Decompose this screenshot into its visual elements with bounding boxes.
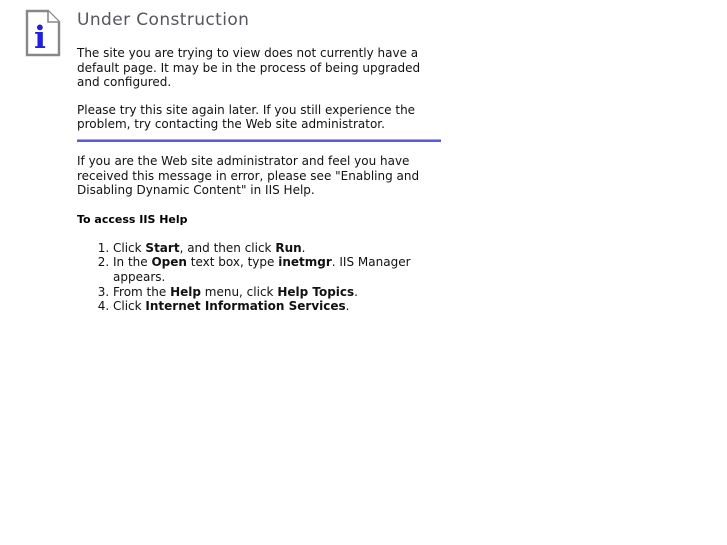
step-text: . xyxy=(354,284,358,299)
list-item xyxy=(113,285,441,300)
paragraph-try-again: Please try this site again later. If you still experience the problem, try contacting the Web site administrator. xyxy=(77,102,416,132)
paragraph-administrator-note: If you are the Web site administrator and feel you have received this message in error, please see "Enabling and Disabling Dynamic Content" in IIS Help. xyxy=(77,153,420,198)
step-bold-text: Help xyxy=(170,284,201,299)
step-text: . IIS Manager appears. xyxy=(113,255,411,284)
step-text: Click xyxy=(113,240,146,255)
paragraph-no-default-page: The site you are trying to view does not currently have a default page. It may be in the process of being upgraded and configured. xyxy=(77,46,421,90)
step-bold-text: Run xyxy=(275,240,302,255)
step-bold-text: Start xyxy=(145,240,180,255)
list-item xyxy=(113,241,441,256)
help-heading: To access IIS Help xyxy=(77,212,188,226)
info-letter: i xyxy=(34,20,46,56)
step-bold-text: Help Topics xyxy=(277,284,355,299)
step-bold-text: inetmgr xyxy=(278,255,332,270)
step-text: . xyxy=(301,240,306,255)
info-document-icon xyxy=(25,9,61,57)
step-text: text box, type xyxy=(186,255,279,270)
list-item xyxy=(113,255,441,284)
page-title: Under Construction xyxy=(77,10,250,30)
step-text: menu, click xyxy=(200,284,278,299)
step-text: . xyxy=(345,299,350,314)
step-text: , and then click xyxy=(179,240,276,255)
step-bold-text: Internet Information Services xyxy=(145,299,346,314)
main-content xyxy=(77,0,441,314)
step-bold-text: Open xyxy=(151,255,187,270)
step-text: From the xyxy=(113,284,171,299)
list-item xyxy=(113,299,441,314)
step-text: Click xyxy=(113,299,146,314)
iis-help-steps-list xyxy=(77,241,441,314)
horizontal-rule xyxy=(77,139,441,142)
info-document-svg xyxy=(25,9,61,57)
step-text: In the xyxy=(113,255,152,270)
